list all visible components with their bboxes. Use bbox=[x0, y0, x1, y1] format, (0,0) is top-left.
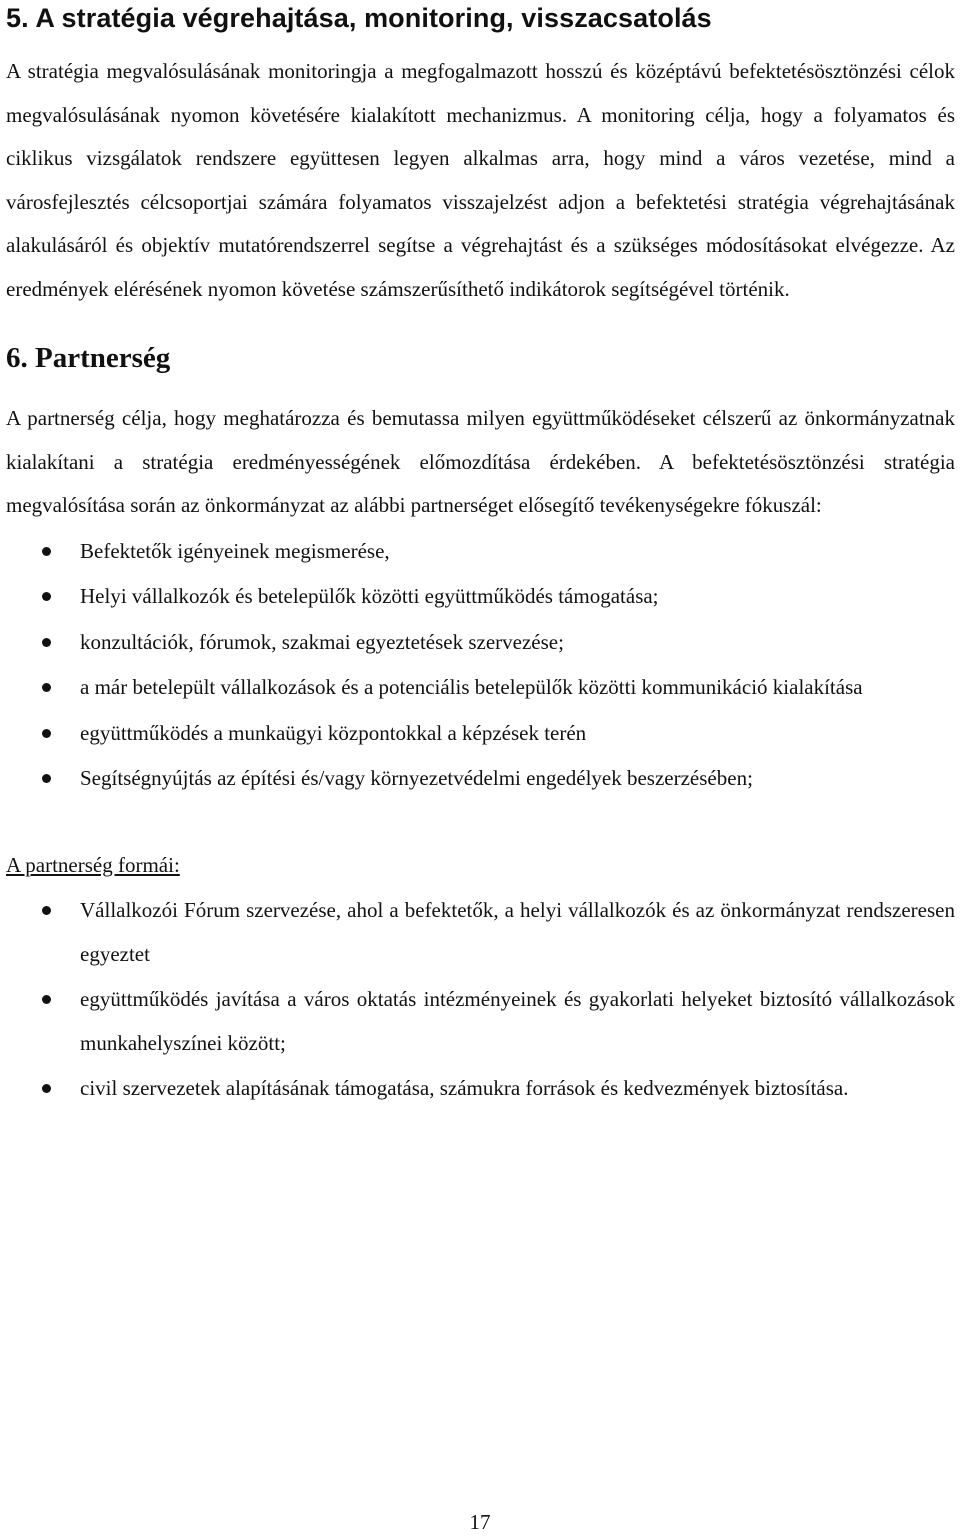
section-5-heading: 5. A stratégia végrehajtása, monitoring, visszacsatolás bbox=[6, 3, 712, 33]
bullet-icon bbox=[42, 774, 51, 783]
list-item-text: együttműködés javítása a város oktatás intézményeinek és gyakorlati helyeket biztosító vállalkozások munkahelyszínei között; bbox=[80, 987, 955, 1055]
list-item bbox=[6, 889, 955, 976]
list-item bbox=[6, 530, 955, 574]
list-item-text: Vállalkozói Fórum szervezése, ahol a befektetők, a helyi vállalkozók és az önkormányzat rendszeresen egyeztet bbox=[80, 898, 955, 966]
bullet-icon bbox=[42, 592, 51, 601]
bullet-icon bbox=[42, 1084, 51, 1093]
page-number: 17 bbox=[469, 1510, 491, 1534]
bullet-icon bbox=[42, 729, 51, 738]
list-item-text: együttműködés a munkaügyi központokkal a képzések terén bbox=[80, 720, 587, 745]
list-item bbox=[6, 757, 955, 801]
partnership-forms-title: A partnerség formái: bbox=[6, 852, 180, 877]
bullet-icon bbox=[42, 638, 51, 647]
bullet-icon bbox=[42, 995, 51, 1004]
list-item bbox=[6, 666, 955, 710]
list-item-text: civil szervezetek alapításának támogatása, számukra források és kedvezmények biztosítása. bbox=[80, 1076, 849, 1100]
list-item bbox=[6, 575, 955, 619]
list-item-text: Segítségnyújtás az építési és/vagy környezetvédelmi engedélyek beszerzésében; bbox=[80, 766, 753, 790]
list-item bbox=[6, 978, 955, 1065]
list-item bbox=[6, 621, 955, 665]
list-item bbox=[6, 712, 955, 756]
list-item-text: a már betelepült vállalkozások és a potenciális betelepülők közötti kommunikáció kialakítása bbox=[80, 675, 863, 699]
bullet-icon bbox=[42, 906, 51, 915]
partnership-activities-list bbox=[6, 530, 955, 801]
section-6-paragraph: A partnerség célja, hogy meghatározza és bemutassa milyen együttműködéseket célszerű az önkormányzatnak kialakítani a stratégia eredményességének előmozdítása érdekében. A befektetésösztönzési stratégia megvalósítása során az önkormányzat az alábbi partnerséget elősegítő tevékenységekre fókuszál: bbox=[6, 406, 955, 517]
list-item-text: Helyi vállalkozók és betelepülők közötti együttműködés támogatása; bbox=[80, 584, 659, 608]
partnership-forms-list bbox=[6, 889, 955, 1111]
section-5-paragraph: A stratégia megvalósulásának monitoringja a megfogalmazott hosszú és középtávú befektetésösztönzési célok megvalósulásának nyomon követésére kialakított mechanizmus. A monitoring célja, hogy a folyamatos és ciklikus vizsgálatok rendszere együttesen legyen alkalmas arra, hogy mind a város vezetése, mind a városfejlesztés célcsoportjai számára folyamatos visszajelzést adjon a befektetési stratégia végrehajtásának alakulásáról és objektív mutatórendszerrel segítse a végrehajtást és a szükséges módosításokat elvégezze. Az eredmények elérésének nyomon követése számszerűsíthető indikátorok segítségével történik. bbox=[6, 59, 955, 301]
section-6-heading: 6. Partnerség bbox=[6, 342, 171, 374]
bullet-icon bbox=[42, 547, 51, 556]
bullet-icon bbox=[42, 683, 51, 692]
list-item-text: konzultációk, fórumok, szakmai egyeztetések szervezése; bbox=[80, 629, 564, 654]
list-item-text: Befektetők igényeinek megismerése, bbox=[80, 538, 390, 563]
list-item bbox=[6, 1067, 955, 1111]
